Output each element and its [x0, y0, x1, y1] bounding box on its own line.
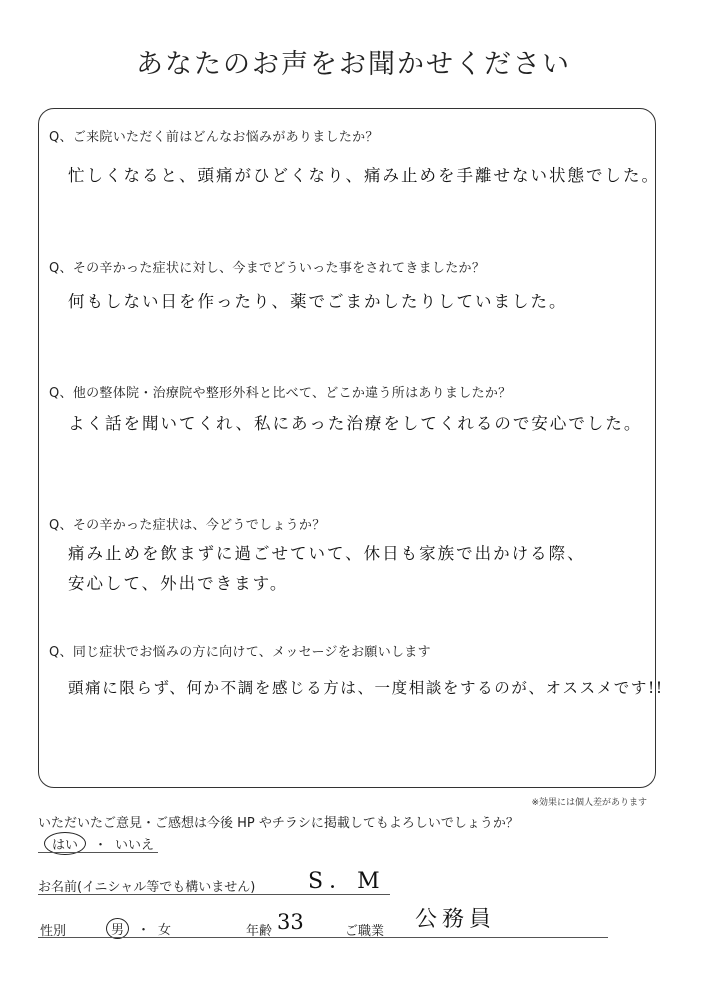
option-yes-circled[interactable]: はい	[44, 832, 86, 855]
option-separator: ・	[94, 838, 108, 853]
page-title: あなたのお声をお聞かせください	[136, 49, 571, 80]
gender-label: 性別	[40, 924, 67, 939]
age-label: 年齢	[246, 924, 273, 939]
question-4: Q、その辛かった症状は、今どうでしょうか？	[49, 518, 326, 533]
question-1: Q、ご来院いただく前はどんなお悩みがありましたか？	[49, 130, 379, 145]
question-5: Q、同じ症状でお悩みの方に向けて、メッセージをお願いします	[49, 645, 431, 660]
gender-separator: ・	[137, 923, 151, 938]
gender-options	[106, 918, 171, 939]
age-value: 33	[277, 910, 304, 934]
permission-question: いただいたご意見・ご感想は今後 HP やチラシに掲載してもよろしいでしょうか？	[38, 816, 519, 831]
occupation-value: 公務員	[415, 907, 497, 932]
disclaimer-note: ※効果には個人差があります	[531, 798, 647, 808]
answer-5-line-1: 頭痛に限らず、何か不調を感じる方は、一度相談をするのが、オススメです!!	[68, 679, 664, 697]
gender-male-circled[interactable]: 男	[106, 918, 129, 939]
question-3: Q、他の整体院・治療院や整形外科と比べて、どこか違う所はありましたか？	[49, 386, 512, 401]
name-value: S．M	[308, 869, 386, 894]
gender-female[interactable]: 女	[158, 923, 172, 938]
answer-2-line-1: 何もしない日を作ったり、薬でごまかしたりしていました。	[68, 292, 568, 311]
profile-underline	[38, 937, 608, 938]
permission-underline	[38, 852, 158, 853]
answer-1-line-1: 忙しくなると、頭痛がひどくなり、痛み止めを手離せない状態でした。	[68, 166, 660, 185]
answer-4-line-1: 痛み止めを飲まずに過ごせていて、休日も家族で出かける際、	[68, 544, 586, 563]
answer-3-line-1: よく話を聞いてくれ、私にあった治療をしてくれるので安心でした。	[68, 414, 643, 433]
question-2: Q、その辛かった症状に対し、今までどういった事をされてきましたか？	[49, 261, 486, 276]
name-label: お名前(イニシャル等でも構いません)	[38, 880, 256, 895]
occupation-label: ご職業	[345, 924, 385, 939]
answer-4-line-2: 安心して、外出できます。	[68, 574, 289, 593]
option-no[interactable]: いいえ	[115, 838, 155, 853]
name-underline	[38, 894, 390, 895]
